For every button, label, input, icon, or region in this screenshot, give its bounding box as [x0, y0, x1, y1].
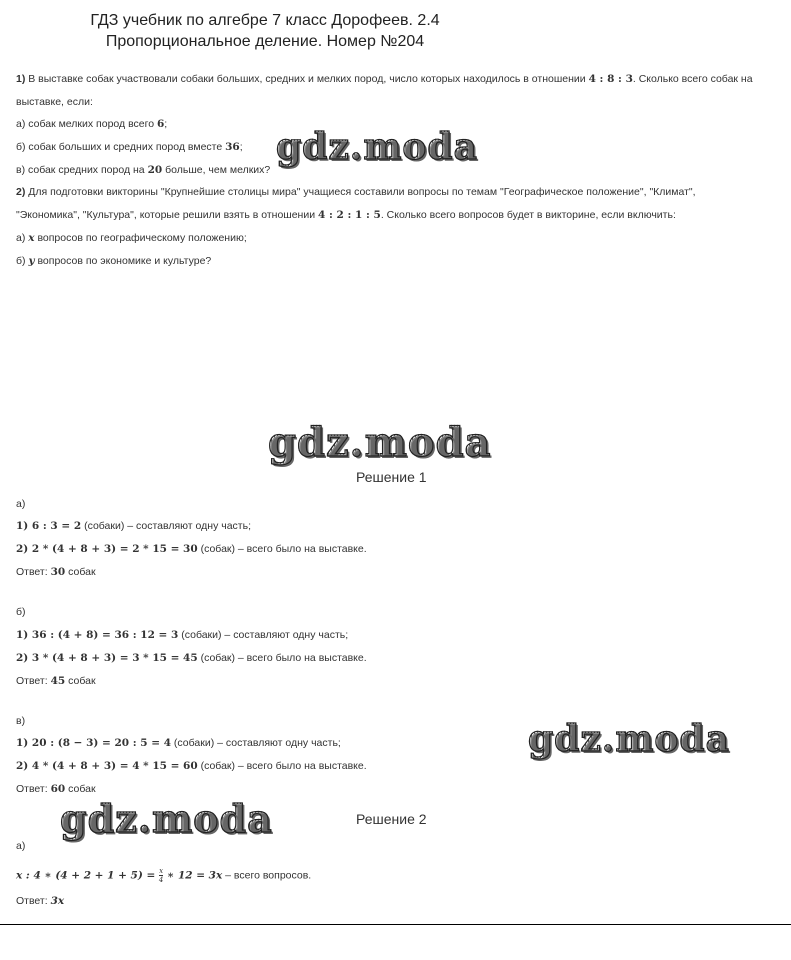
solution-1c-step-2 [16, 760, 367, 772]
task-1-line-1 [16, 73, 753, 85]
solution-1b-step-2 [16, 652, 367, 664]
answer-unit: собак [65, 783, 96, 795]
title-line-1: ГДЗ учебник по алгебре 7 класс Дорофеев. 2.4 [90, 12, 440, 29]
task-1b-end: ; [239, 141, 243, 153]
step-text: (собаки) – составляют одну часть; [81, 520, 251, 532]
task-2b-variable: y [28, 255, 35, 267]
task-2a [16, 232, 247, 244]
math: 2) 4 * (4 + 8 + 3) = 4 * 15 = 60 [16, 760, 198, 772]
task-2-ratio: 4 : 2 : 1 : 5 [318, 209, 381, 221]
task-1b [16, 141, 243, 153]
task-1b-number: 36 [225, 141, 240, 153]
step-text: (собак) – всего было на выставке. [197, 543, 367, 555]
task-2a-text: вопросов по географическому положению; [34, 232, 247, 244]
task-2-line-2 [16, 209, 676, 221]
answer-value: 45 [50, 675, 66, 687]
answer-label: Ответ: [16, 895, 51, 907]
task-1a-number: 6 [156, 118, 165, 130]
task-1-number: 1) [16, 73, 26, 85]
answer-value: 3x [50, 895, 65, 907]
watermark-logo: gdz.moda [528, 718, 730, 760]
task-1-text: В выставке собак участвовали собаки больших, средних и мелких пород, число которых находилось в отношении [25, 73, 589, 85]
task-1c-end: больше, чем мелких? [162, 164, 271, 176]
task-2b-prefix: б) [16, 255, 29, 267]
solution-1a-label: а) [16, 498, 26, 510]
equation-left: x : 4 ∗ (4 + 2 + 1 + 5) = [16, 869, 159, 882]
task-1c [16, 164, 270, 176]
watermark-logo: gdz.moda [276, 126, 478, 168]
task-1-line-2: выставке, если: [16, 96, 93, 108]
math: 2) 3 * (4 + 8 + 3) = 3 * 15 = 45 [16, 652, 198, 664]
solution-2-title: Решение 2 [356, 811, 427, 827]
math: 2) 2 * (4 + 8 + 3) = 2 * 15 = 30 [16, 543, 198, 555]
math: 1) 20 : (8 − 3) = 20 : 5 = 4 [16, 737, 172, 749]
solution-1a-step-2 [16, 543, 367, 555]
task-2a-variable: x [28, 232, 35, 244]
solution-1a-answer [16, 566, 96, 578]
task-2b [16, 255, 211, 267]
solution-1b-step-1 [16, 629, 348, 641]
solution-1-title: Решение 1 [356, 469, 427, 485]
math: 1) 6 : 3 = 2 [16, 520, 82, 532]
task-2-line-1 [16, 186, 696, 198]
task-2-text-3: . Сколько всего вопросов будет в викторине, если включить: [380, 209, 676, 221]
task-2-text: Для подготовки викторины "Крупнейшие столицы мира" учащиеся составили вопросы по темам "Географическое положение", "Климат", [25, 186, 696, 198]
solution-1c-step-1 [16, 737, 341, 749]
fraction-denominator: 4 [158, 876, 164, 884]
solution-1c-label: в) [16, 715, 26, 727]
task-2a-prefix: а) [16, 232, 29, 244]
solution-1b-label: б) [16, 606, 26, 618]
equation-right: ∗ 12 = 3x [163, 869, 223, 882]
solution-1b-answer [16, 675, 96, 687]
page-title [0, 10, 530, 52]
answer-label: Ответ: [16, 675, 51, 687]
task-1c-text: в) собак средних пород на [16, 164, 148, 176]
task-1a [16, 118, 167, 130]
answer-value: 60 [50, 783, 66, 795]
task-1-ratio: 4 : 8 : 3 [588, 73, 633, 85]
task-1b-text: б) собак больших и средних пород вместе [16, 141, 226, 153]
solution-2a-label: а) [16, 840, 26, 852]
step-text: (собак) – всего было на выставке. [197, 760, 367, 772]
answer-label: Ответ: [16, 566, 51, 578]
solution-1a-step-1 [16, 520, 251, 532]
fraction-numerator: x [159, 867, 164, 875]
task-2-text-2: "Экономика", "Культура", которые решили взять в отношении [16, 209, 319, 221]
math: 1) 36 : (4 + 8) = 36 : 12 = 3 [16, 629, 179, 641]
answer-value: 30 [50, 566, 66, 578]
answer-label: Ответ: [16, 783, 51, 795]
task-1a-text: а) собак мелких пород всего [16, 118, 157, 130]
task-2b-text: вопросов по экономике и культуре? [34, 255, 212, 267]
watermark-logo: gdz.moda [268, 419, 492, 466]
bottom-divider [0, 924, 791, 925]
step-text: (собаки) – составляют одну часть; [171, 737, 341, 749]
task-1c-number: 20 [147, 164, 163, 176]
watermark-logo: gdz.moda [60, 796, 273, 841]
solution-2a-equation [16, 867, 311, 884]
equation-text: – всего вопросов. [222, 869, 312, 882]
task-1-text-end: . Сколько всего собак на [632, 73, 753, 85]
title-line-2: Пропорциональное деление. Номер №204 [105, 33, 425, 50]
step-text: (собаки) – составляют одну часть; [178, 629, 349, 641]
answer-unit: собак [65, 675, 96, 687]
task-2-number: 2) [16, 186, 26, 198]
solution-2a-answer [16, 895, 64, 907]
answer-unit: собак [65, 566, 96, 578]
solution-1c-answer [16, 783, 96, 795]
task-1a-end: ; [164, 118, 168, 130]
step-text: (собак) – всего было на выставке. [197, 652, 367, 664]
